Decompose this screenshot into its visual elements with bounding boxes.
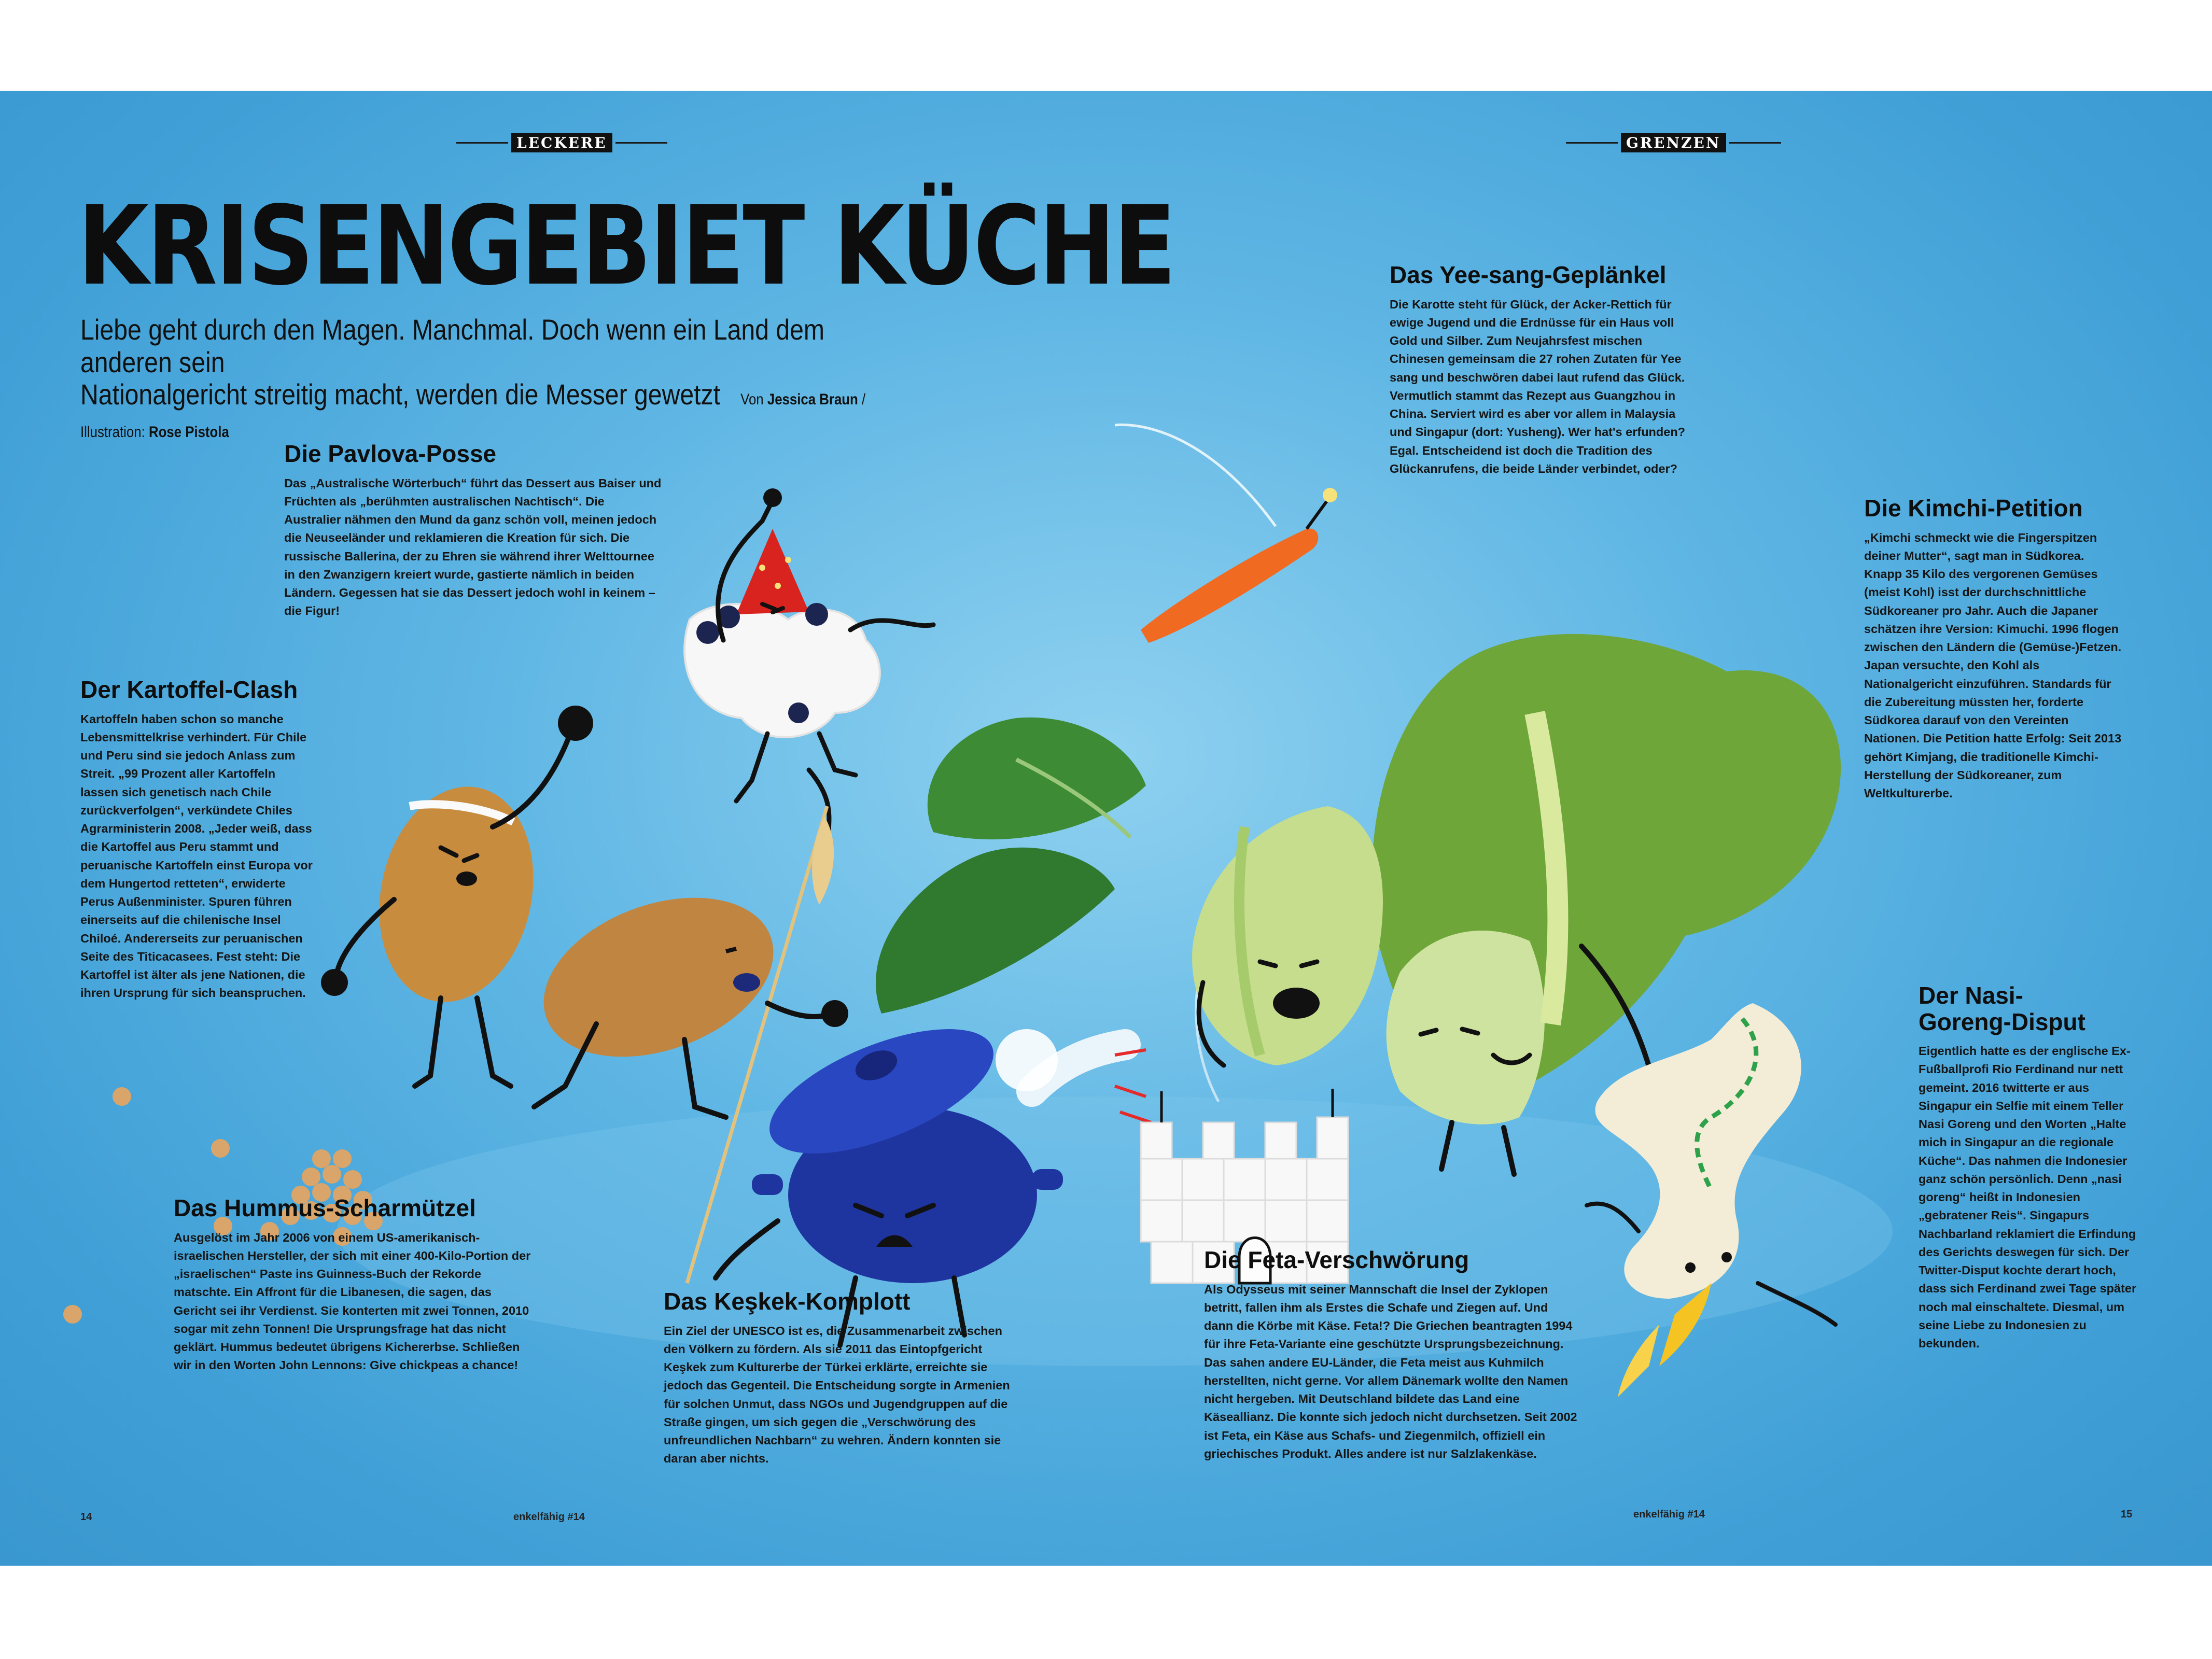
author-name: Jessica Braun	[767, 391, 858, 409]
article-kartoffel	[80, 677, 316, 1003]
illustrator-name: Rose Pistola	[148, 424, 229, 441]
article-body: Die Karotte steht für Glück, der Acker-Rettich für ewige Jugend und die Erdnüsse für ein Haus voll Gold und Silber. Zum Neujahrsfest mischen Chinesen gemeinsam die 27 rohen Zutaten für Yee sang und beschwören dabei laut rufend das Glück. Vermutlich stammt das Rezept aus Guangzhou in China. Serviert wird es aber vor allem in Malaysia und Singapur (dort: Yusheng). Wer hat's erfunden? Egal. Entscheidend ist doch die Tradition des Glückanrufens, die beide Länder verbindet, oder?	[1390, 297, 1686, 475]
page-title: KRISENGEBIET KÜCHE	[78, 182, 1174, 310]
article-title: Der Kartoffel-Clash	[80, 676, 298, 703]
article-body: Eigentlich hatte es der englische Ex-Fußballprofi Rio Ferdinand nur nett gemeint. 2016 twitterte er aus Singapur ein Selfie mit einem Teller Nasi Goreng und den Worten „Halte mich in Singapur an die regionale Küche“. Das nahmen die Indonesier ganz schön persönlich. Denn „nasi goreng“ heißt in Indonesien „gebratener Reis“. Singapurs Nachbarland reklamiert die Erfindung des Gerichts deswegen für sich. Der Twitter-Disput kochte derart hoch, dass sich Ferdinand zwei Tage später noch mal einschaltete. Diesmal, um seine Liebe zu Indonesien zu bekunden.	[1919, 1044, 2137, 1351]
article-body: Kartoffeln haben schon so manche Lebensmittelkrise verhindert. Für Chile und Peru sind sie jedoch Anlass zum Streit. „99 Prozent aller Kartoffeln lassen sich genetisch nach Chile zurückverfolgen“, verkündete Chiles Agrarministerin 2008. „Jeder weiß, dass die Kartoffel aus Peru stammt und peruanische Kartoffeln einst Europa vor dem Hungertod retteten“, erwiderte Perus Außenminister. Spuren führen einerseits auf die chilenische Insel Chiloé. Andererseits zur peruanischen Seite des Titicacasees. Fest steht: Die Kartoffel ist älter als jene Nationen, die ihren Ursprung für sich beanspruchen.	[80, 712, 313, 1000]
page-number-right: 15	[2121, 1509, 2133, 1520]
tag-rule	[1566, 142, 1618, 144]
article-body: „Kimchi schmeckt wie die Fingerspitzen deiner Mutter“, sagt man in Südkorea. Knapp 35 Kilo des vergorenen Gemüses (meist Kohl) isst der durchschnittliche Südkoreaner pro Jahr. Auch die Japaner schätzen ihre Version: Kimuchi. 1996 flogen zwischen den Ländern die (Gemüse-)Fetzen. Japan versuchte, den Kohl als Nationalgericht einzuführen. Standards für die Zubereitung müssten her, forderte Südkorea darauf von den Vereinten Nationen. Die Petition hatte Erfolg: Seit 2013 gehört Kimjang, die traditionelle Kimchi-Herstellung der Südkoreaner, zum Weltkulturerbe.	[1864, 530, 2122, 800]
article-title: Das Keşkek-Komplott	[664, 1288, 911, 1315]
section-label-grenzen: GRENZEN	[1621, 133, 1726, 152]
section-tag-left	[456, 132, 667, 153]
article-deck	[80, 314, 883, 444]
article-title: Die Feta-Verschwörung	[1204, 1246, 1469, 1273]
article-body: Ausgelöst im Jahr 2006 von einem US-amerikanisch-israelischen Hersteller, der sich mit einer 400-Kilo-Portion der „israelischen“ Paste ins Guinness-Buch der Rekorde matschte. Ein Affront für die Libanesen, die sagen, das Gericht sei ihr Verdienst. Sie konterten mit zwei Tonnen, 2010 sogar mit zehn Tonnen! Die Ursprungsfrage hat das nicht geklärt. Hummus bedeutet übrigens Kichererbse. Schließen wir in den Worten John Lennons: Give chickpeas a chance!	[174, 1230, 531, 1372]
byline-prefix: Von	[740, 391, 764, 409]
meringue-character	[684, 488, 933, 848]
article-title-line-1: Der Nasi-	[1919, 982, 2023, 1009]
article-body: Ein Ziel der UNESCO ist es, die Zusammenarbeit zwischen den Völkern zu fördern. Als sie 2011 das Eintopfgericht Keşkek zum Kulturerbe der Türkei erklärte, erreichte sie jedoch das Gegenteil. Die Entscheidung sorgte in Armenien für solchen Unmut, dass NGOs und Jugendgruppen auf die Straße gingen, um sich gegen die „Verschwörung des unfreundlichen Nachbarn“ zu wehren. Ändern konnten sie daran aber nichts.	[664, 1324, 1010, 1466]
article-title: Das Hummus-Scharmützel	[174, 1194, 476, 1221]
magazine-spread	[0, 91, 2212, 1566]
article-hummus	[174, 1195, 537, 1375]
section-tag-right	[1566, 132, 1781, 153]
tag-rule	[456, 142, 508, 144]
article-title	[1919, 982, 2141, 1035]
article-keskek	[664, 1288, 1016, 1468]
magazine-name-right: enkelfähig #14	[1633, 1509, 1705, 1520]
page-number-left: 14	[80, 1511, 92, 1523]
section-label-leckere: LECKERE	[511, 133, 612, 152]
tag-rule	[615, 142, 667, 144]
article-body: Als Odysseus mit seiner Mannschaft die Insel der Zyklopen betritt, fallen ihm als Erstes die Schafe und Ziegen auf. Und dann die Körbe mit Käse. Feta!? Die Griechen beantragten 1994 für ihre Feta-Variante eine geschützte Ursprungsbezeichnung. Das sahen andere EU-Länder, die Feta meist aus Kuhmilch herstellten, nicht gerne. Vor allem Dänemark wollte den Namen nicht hergeben. Mit Deutschland bildete das Land eine Käseallianz. Die konnte sich jedoch nicht durchsetzen. Seit 2002 ist Feta, ein Käse aus Schafs- und Ziegenmilch, offiziell ein griechisches Produkt. Alles andere ist nur Salzlakenkäse.	[1204, 1282, 1577, 1460]
article-pavlova	[284, 441, 663, 621]
article-title-line-2: Goreng-Disput	[1919, 1008, 2085, 1035]
article-kimchi	[1864, 495, 2123, 803]
article-yeesang	[1390, 262, 1696, 478]
deck-line-1: Liebe geht durch den Magen. Manchmal. Doch wenn ein Land dem anderen sein	[80, 313, 825, 378]
cabbage-character-small	[1192, 806, 1383, 1065]
article-nasi-goreng	[1919, 982, 2141, 1353]
tag-rule	[1729, 142, 1781, 144]
carrot-icon	[1115, 425, 1337, 643]
deck-line-2-text: Nationalgericht streitig macht, werden die Messer gewetzt	[80, 378, 720, 411]
spinach-leaves	[876, 718, 1146, 1014]
article-title: Das Yee-sang-Geplänkel	[1390, 261, 1667, 288]
article-body: Das „Australische Wörterbuch“ führt das Dessert aus Baiser und Früchten als „berühmten australischen Nachtisch“. Die Australier nähmen den Mund da ganz schön voll, meinen jedoch die Neuseeländer und reklamieren die Kreation für sich. Die russische Ballerina, der zu Ehren sie während ihrer Welttournee in den Zwanzigern kreiert wurde, gastierte nämlich in beiden Ländern. Gegessen hat sie das Dessert jedoch wohl in keinem – die Figur!	[284, 476, 662, 618]
article-feta	[1204, 1247, 1577, 1463]
deck-line-2	[80, 378, 883, 443]
article-title: Die Kimchi-Petition	[1864, 495, 2083, 522]
byline-separator: / Illustration:	[80, 391, 866, 441]
magazine-name-left: enkelfähig #14	[513, 1511, 585, 1523]
article-title: Die Pavlova-Posse	[284, 440, 497, 467]
